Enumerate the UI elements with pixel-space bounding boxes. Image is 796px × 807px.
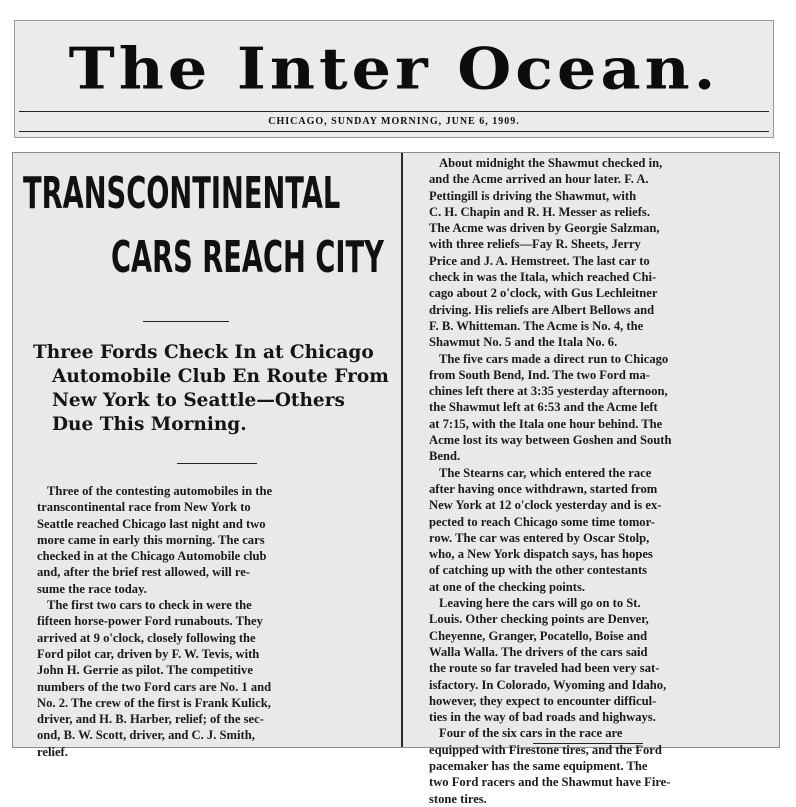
column-divider <box>401 153 403 747</box>
body-line: The five cars made a direct run to Chicago <box>439 351 669 366</box>
left-column <box>21 153 395 759</box>
body-line: pected to reach Chicago some time tomor- <box>429 514 655 529</box>
body-line: and, after the brief rest allowed, will re- <box>37 565 251 580</box>
body-line: ond, B. W. Scott, driver, and C. J. Smith, <box>37 728 255 743</box>
body-line: The Stearns car, which entered the race <box>439 465 652 480</box>
body-line: pacemaker has the same equipment. The <box>429 758 648 773</box>
body-line: however, they expect to encounter difficul- <box>429 693 657 708</box>
body-line: at 7:15, with the Itala one hour behind. The <box>429 416 663 431</box>
deck-line: New York to Seattle—Others <box>52 390 345 411</box>
body-line: Louis. Other checking points are Denver, <box>429 612 649 627</box>
body-line: from South Bend, Ind. The two Ford ma- <box>429 367 651 382</box>
headline-line-2: CARS REACH CITY <box>111 232 384 283</box>
body-line: at one of the checking points. <box>429 579 586 594</box>
body-line: sume the race today. <box>37 581 147 596</box>
body-line: check in was the Itala, which reached Chi- <box>429 270 657 285</box>
article-clipping <box>12 152 780 806</box>
deck-line: Due This Morning. <box>52 414 247 435</box>
body-line: and the Acme arrived an hour later. F. A. <box>429 172 649 187</box>
body-line: more came in early this morning. The cars <box>37 532 265 547</box>
body-line: isfactory. In Colorado, Wyoming and Idaho, <box>429 677 667 692</box>
body-line: checked in at the Chicago Automobile club <box>37 549 267 564</box>
body-line: The Acme was driven by Georgie Salzman, <box>429 221 660 236</box>
deck-subheading <box>33 341 393 437</box>
body-line: after having once withdrawn, started from <box>429 481 658 496</box>
body-line: driver, and H. B. Harber, relief; of the sec- <box>37 712 264 727</box>
body-line: driving. His reliefs are Albert Bellows and <box>429 302 655 317</box>
right-body-text <box>429 155 779 807</box>
end-rule <box>533 743 643 744</box>
body-line: F. B. Whitteman. The Acme is No. 4, the <box>429 318 644 333</box>
body-line: Three of the contesting automobiles in the <box>47 484 273 498</box>
body-line: Four of the six cars in the race are <box>439 726 623 741</box>
left-body-text <box>37 483 399 760</box>
body-line: Walla Walla. The drivers of the cars said <box>429 644 648 659</box>
body-line: Pettingill is driving the Shawmut, with <box>429 188 637 203</box>
body-line: equipped with Firestone tires, and the Ford <box>429 742 662 757</box>
headline-line-1: TRANSCONTINENTAL <box>23 168 341 219</box>
body-line: row. The car was entered by Oscar Stolp, <box>429 530 650 545</box>
body-line: fifteen horse-power Ford runabouts. They <box>37 614 263 629</box>
dateline: CHICAGO, SUNDAY MORNING, JUNE 6, 1909. <box>268 116 520 127</box>
body-line: Shawmut No. 5 and the Itala No. 6. <box>429 335 618 350</box>
deck-line: Three Fords Check In at Chicago <box>33 342 374 363</box>
body-line: cago about 2 o'clock, with Gus Lechleitner <box>429 286 658 301</box>
body-line: Cheyenne, Granger, Pocatello, Boise and <box>429 628 648 643</box>
body-line: stone tires. <box>429 791 487 806</box>
body-line: chines left there at 3:35 yesterday afternoon, <box>429 384 668 399</box>
masthead <box>14 20 774 138</box>
body-line: ties in the way of bad roads and highways. <box>429 710 656 725</box>
body-line: relief. <box>37 744 68 759</box>
body-line: who, a New York dispatch says, has hopes <box>429 547 653 562</box>
body-line: Ford pilot car, driven by F. W. Tevis, with <box>37 646 260 661</box>
body-line: About midnight the Shawmut checked in, <box>439 156 663 170</box>
body-line: New York at 12 o'clock yesterday and is ex- <box>429 498 662 513</box>
headline-rule <box>143 321 229 322</box>
masthead-title: The Inter Ocean. <box>68 34 720 103</box>
body-line: arrived at 9 o'clock, closely following the <box>37 630 256 645</box>
body-line: C. H. Chapin and R. H. Messer as reliefs. <box>429 204 650 219</box>
body-line: No. 2. The crew of the first is Frank Kulick, <box>37 695 271 710</box>
body-line: Bend. <box>429 449 461 464</box>
body-line: Leaving here the cars will go on to St. <box>439 596 641 611</box>
deck-rule <box>177 463 257 464</box>
body-line: the route so far traveled had been very sat- <box>429 661 660 676</box>
body-line: John H. Gerrie as pilot. The competitive <box>37 663 253 678</box>
deck-line: Automobile Club En Route From <box>52 366 389 387</box>
body-line: the Shawmut left at 6:53 and the Acme left <box>429 400 658 415</box>
body-line: Seattle reached Chicago last night and two <box>37 516 266 531</box>
body-line: numbers of the two Ford cars are No. 1 and <box>37 679 272 694</box>
body-line: of catching up with the other contestants <box>429 563 648 578</box>
masthead-rule-bottom <box>19 131 769 132</box>
body-line: transcontinental race from New York to <box>37 500 251 515</box>
masthead-rule-top <box>19 111 769 112</box>
body-line: The first two cars to check in were the <box>47 598 252 613</box>
right-column <box>413 155 775 806</box>
body-line: with three reliefs—Fay R. Sheets, Jerry <box>429 237 641 252</box>
body-line: two Ford racers and the Shawmut have Fire- <box>429 775 671 790</box>
body-line: Price and J. A. Hemstreet. The last car to <box>429 253 650 268</box>
body-line: Acme lost its way between Goshen and South <box>429 433 672 448</box>
